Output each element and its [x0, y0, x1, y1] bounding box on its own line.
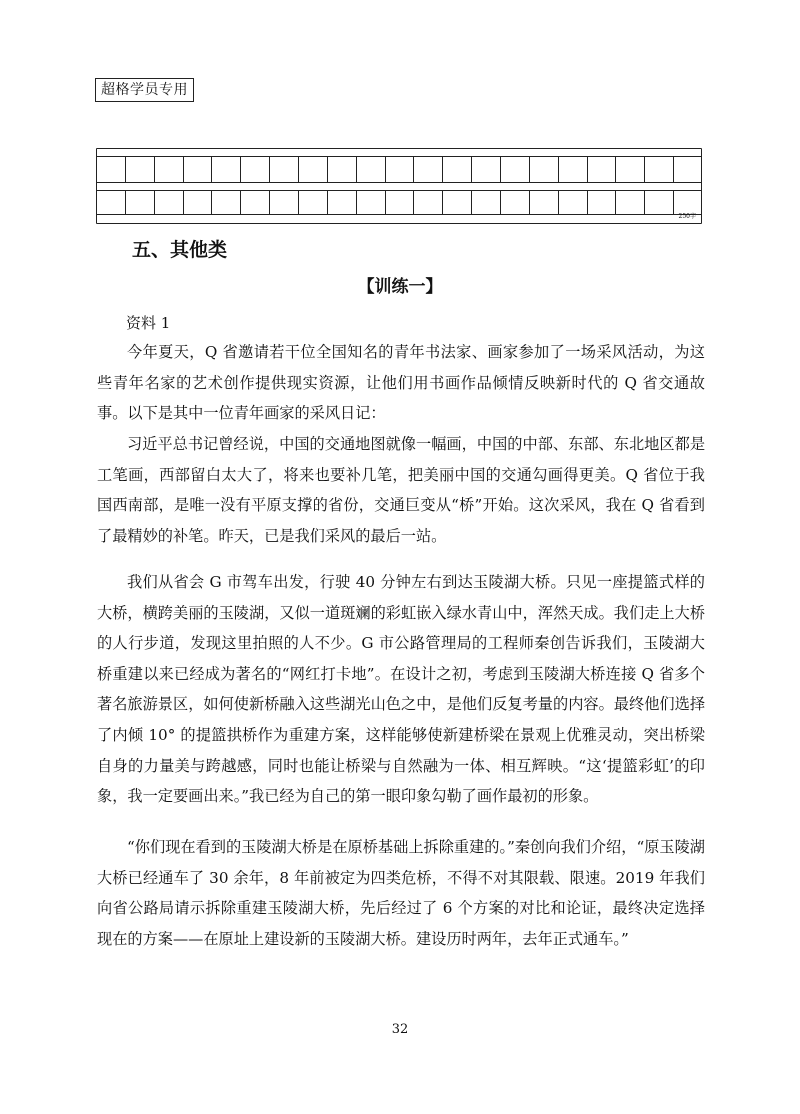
page-number: 32 [391, 1022, 409, 1037]
section-title: 五、其他类 [132, 239, 228, 261]
student-only-label: 超格学员专用 [95, 78, 194, 102]
word-count-mark: 250字 [678, 213, 696, 220]
paragraph-1: 今年夏天，Q 省邀请若干位全国知名的青年书法家、画家参加了一场采风活动，为这些青年名家的艺术创作提供现实资源，让他们用书画作品倾情反映新时代的 Q 省交通故事。以下是其中一位青年画家的采风日记： [97, 343, 705, 423]
paragraph-2: 习近平总书记曾经说，中国的交通地图就像一幅画，中国的中部、东部、东北地区都是工笔画，西部留白太大了，将来也要补几笔，把美丽中国的交通勾画得更美。Q 省位于我国西南部，是唯一没有平原支撑的省份，交通巨变从“桥”开始。这次采风，我在 Q 省看到了最精妙的补笔。昨天，已是我们采风的最后一站。 [97, 435, 705, 545]
paragraph-3: 我们从省会 G 市驾车出发，行驶 40 分钟左右到达玉陵湖大桥。只见一座提篮式样的大桥，横跨美丽的玉陵湖，又似一道斑斓的彩虹嵌入绿水青山中，浑然天成。我们走上大桥的人行步道，发现这里拍照的人不少。G 市公路管理局的工程师秦创告诉我们，玉陵湖大桥重建以来已经成为著名的“网红打卡地”。在设计之初，考虑到玉陵湖大桥连接 Q 省多个著名旅游景区，如何使新桥融入这些湖光山色之中，是他们反复考量的内容。最终他们选择了内倾 10° 的提篮拱桥作为重建方案，这样能够使新建桥梁在景观上优雅灵动，突出桥梁自身的力量美与跨越感，同时也能让桥梁与自然融为一体、相互辉映。“这‘提篮彩虹’的印象，我一定要画出来。”我已经为自己的第一眼印象勾勒了画作最初的形象。 [97, 573, 705, 806]
answer-grid [96, 148, 702, 224]
training-title: 【训练一】 [357, 277, 443, 297]
material-label: 资料 1 [126, 314, 171, 332]
paragraph-4: “你们现在看到的玉陵湖大桥是在原桥基础上拆除重建的。”秦创向我们介绍，“原玉陵湖大桥已经通车了 30 余年，8 年前被定为四类危桥，不得不对其限载、限速。2019 年我们向省公路局请示拆除重建玉陵湖大桥，先后经过了 6 个方案的对比和论证，最终决定选择现在的方案——在原址上建设新的玉陵湖大桥。建设历时两年，去年正式通车。” [97, 838, 705, 948]
answer-grid-lines [96, 148, 702, 224]
